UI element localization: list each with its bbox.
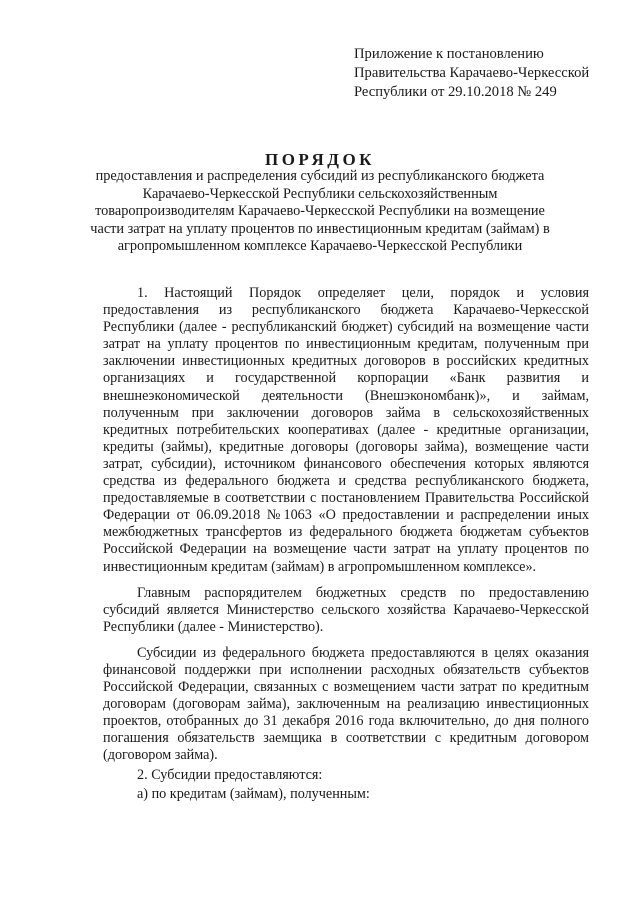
paragraph-5: а) по кредитам (займам), полученным: xyxy=(137,785,370,802)
appendix-line-1: Приложение к постановлению xyxy=(354,46,544,62)
paragraph-4: 2. Субсидии предоставляются: xyxy=(137,766,323,783)
document-body xyxy=(103,285,589,803)
appendix-line-2: Правительства Карачаево-Черкесской xyxy=(354,65,590,81)
appendix-reference xyxy=(354,45,624,102)
paragraph-3: Субсидии из федерального бюджета предоставляются в целях оказания финансовой поддержки при исполнении расходных обязательств субъектов Российской Федерации, связанных с возмещением части затрат по кредитным договорам (договорам займа), заключенным на реализацию инвестиционных проектов, отобранных до 31 декабря 2016 года включительно, до дня полного погашения обязательств заемщика в соответствии с кредитным договором (договором займа). xyxy=(103,644,589,764)
document-title: ПОРЯДОК xyxy=(264,150,375,169)
document-subtitle: предоставления и распределения субсидий из республиканского бюджета Карачаево-Черкесской Республики сельскохозяйственным товаропроизводителям Карачаево-Черкесской Республики на возмещение части затрат на уплату процентов по инвестиционным кредитам (займам) в агропромышленном комплексе Карачаево-Черкесской Республики xyxy=(90,168,550,255)
paragraph-1: 1. Настоящий Порядок определяет цели, порядок и условия предоставления из республиканского бюджета Карачаево-Черкесской Республики (далее - республиканский бюджет) субсидий на возмещение части затрат на уплату процентов по инвестиционным кредитам, полученным при заключении инвестиционных кредитных договоров в российских кредитных организациях и государственной корпорации «Банк развития и внешнеэкономической деятельности (Внешэкономбанк)», и займам, полученным при заключении договоров займа в сельскохозяйственных кредитных потребительских кооперативах (далее - кредитные организации, кредиты (займы), кредитные договоры (договоры займа), возмещение части затрат, субсидии), источником финансового обеспечения которых являются средства из федерального бюджета и средства республиканского бюджета, предоставляемые в соответствии с постановлением Правительства Российской Федерации от 06.09.2018 №1063 «О предоставлении и распределении иных межбюджетных трансфертов из федерального бюджета бюджетам субъектов Российской Федерации на возмещение части затрат на уплату процентов по инвестиционным кредитам (займам) в агропромышленном комплексе». xyxy=(103,285,589,575)
appendix-line-3: Республики от 29.10.2018 № 249 xyxy=(354,84,557,100)
paragraph-2: Главным распорядителем бюджетных средств по предоставлению субсидий является Министерство сельского хозяйства Карачаево-Черкесской Республики (далее - Министерство). xyxy=(103,584,589,635)
